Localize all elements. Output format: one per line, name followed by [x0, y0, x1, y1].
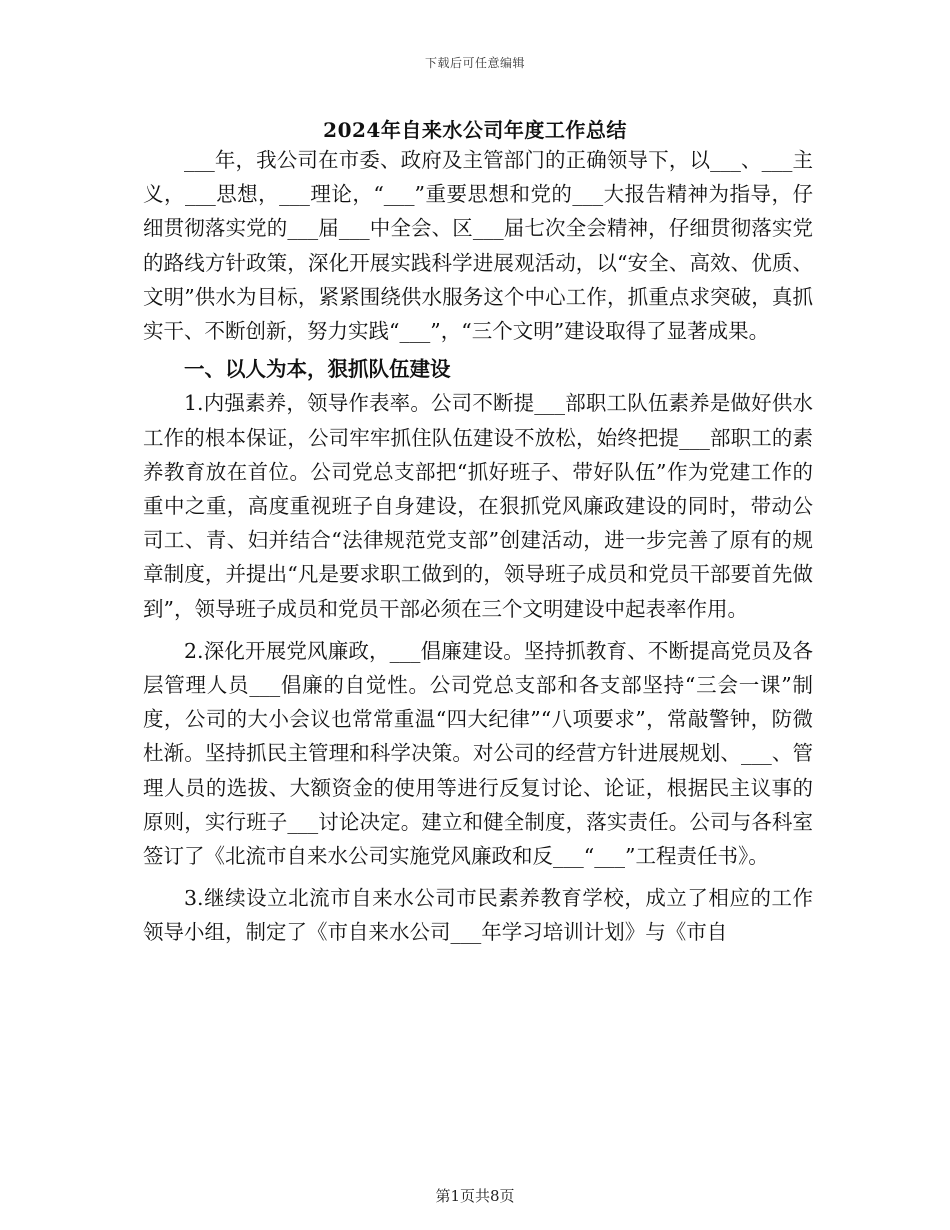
- document-title: 2024年自来水公司年度工作总结: [323, 118, 627, 142]
- document-body: [143, 143, 813, 950]
- page-footer: 第1页共8页: [435, 1187, 515, 1205]
- intro-paragraph: ___年，我公司在市委、政府及主管部门的正确领导下，以___、___主义，___思想，___理论，“___”重要思想和党的___大报告精神为指导，仔细贯彻落实党的___届___中全会、区___届七次全会精神，仔细贯彻落实党的路线方针政策，深化开展实践科学进展观活动，以“安全、高效、优质、文明”供水为目标，紧紧围绕供水服务这个中心工作，抓重点求突破，真抓实干、不断创新，努力实践“___”，“三个文明”建设取得了显著成果。: [143, 148, 813, 344]
- paragraph-1: 1.内强素养，领导作表率。公司不断提___部职工队伍素养是做好供水工作的根本保证，公司牢牢抓住队伍建设不放松，始终把提___部职工的素养教育放在首位。公司党总支部把“抓好班子、带好队伍”作为党建工作的重中之重，高度重视班子自身建设，在狠抓党风廉政建设的同时，带动公司工、青、妇并结合“法律规范党支部”创建活动，进一步完善了原有的规章制度，并提出“凡是要求职工做到的，领导班子成员和党员干部要首先做到”，领导班子成员和党员干部必须在三个文明建设中起表率作用。: [143, 391, 813, 621]
- paragraph-3: 3.继续设立北流市自来水公司市民素养教育学校，成立了相应的工作领导小组，制定了《市自来水公司___年学习培训计划》与《市自: [143, 886, 813, 945]
- section-heading-1: 一、以人为本，狠抓队伍建设: [184, 357, 451, 382]
- header-note: 下载后可任意编辑: [424, 56, 525, 70]
- paragraph-2: 2.深化开展党风廉政，___倡廉建设。坚持抓教育、不断提高党员及各层管理人员___倡廉的自觉性。公司党总支部和各支部坚持“三会一课”制度，公司的大小会议也常常重温“四大纪律”“八项要求”，常敲警钟，防微杜渐。坚持抓民主管理和科学决策。对公司的经营方针进展规划、___、管理人员的选拔、大额资金的使用等进行反复讨论、论证，根据民主议事的原则，实行班子___讨论决定。建立和健全制度，落实责任。公司与各科室签订了《北流市自来水公司实施党风廉政和反___“___”工程责任书》。: [143, 638, 813, 869]
